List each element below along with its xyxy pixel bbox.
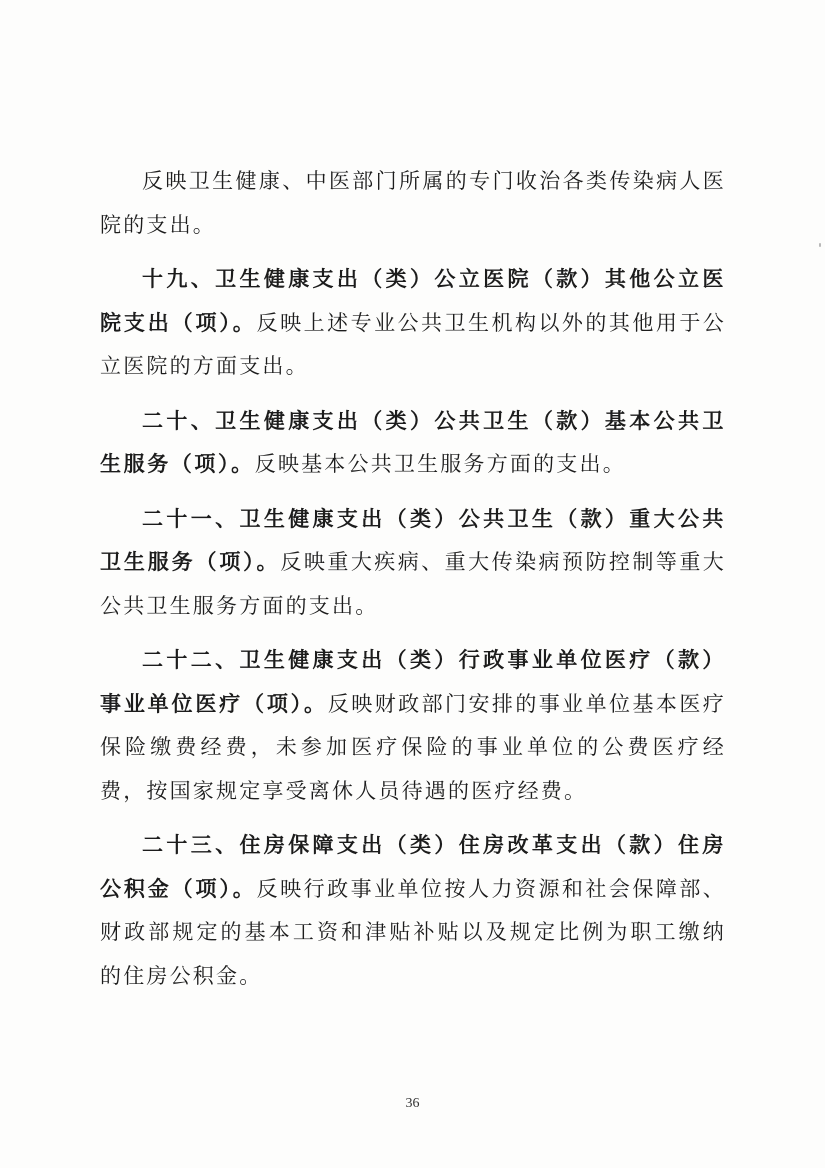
paragraph-item-20 — [100, 400, 726, 487]
paragraph-item-21 — [100, 498, 726, 629]
paragraph-item-22 — [100, 639, 726, 813]
paragraph-item-19 — [100, 258, 726, 389]
paragraph-heading: 二十、卫生健康支出（类）公共卫生（款）基本公共卫生服务（项）。 — [100, 408, 726, 476]
paragraph-text: 反映财政部门安排的事业单位基本医疗保险缴费经费，未参加医疗保险的事业单位的公费医疗经费，按国家规定享受离休人员待遇的医疗经费。 — [100, 691, 726, 803]
paragraph-item-23 — [100, 824, 726, 998]
scan-speck — [819, 243, 821, 247]
paragraph-text: 反映上述专业公共卫生机构以外的其他用于公立医院的方面支出。 — [100, 310, 727, 378]
paragraph-heading: 二十一、卫生健康支出（类）公共卫生（款）重大公共卫生服务（项）。 — [100, 506, 726, 574]
document-body — [100, 160, 726, 998]
paragraph-text: 反映重大疾病、重大传染病预防控制等重大公共卫生服务方面的支出。 — [100, 550, 726, 618]
page-number: 36 — [405, 1096, 420, 1111]
paragraph-infectious-hospital — [100, 160, 726, 247]
paragraph-heading: 二十三、住房保障支出（类）住房改革支出（款）住房公积金（项）。 — [100, 833, 726, 901]
paragraph-text: 反映基本公共卫生服务方面的支出。 — [254, 452, 626, 476]
paragraph-heading: 十九、卫生健康支出（类）公立医院（款）其他公立医院支出（项）。 — [100, 267, 726, 335]
paragraph-heading: 二十二、卫生健康支出（类）行政事业单位医疗（款）事业单位医疗（项）。 — [100, 648, 726, 716]
paragraph-text: 反映行政事业单位按人力资源和社会保障部、财政部规定的基本工资和津贴补贴以及规定比例为职工缴纳的住房公积金。 — [100, 876, 727, 988]
paragraph-text: 反映卫生健康、中医部门所属的专门收治各类传染病人医院的支出。 — [100, 169, 726, 237]
